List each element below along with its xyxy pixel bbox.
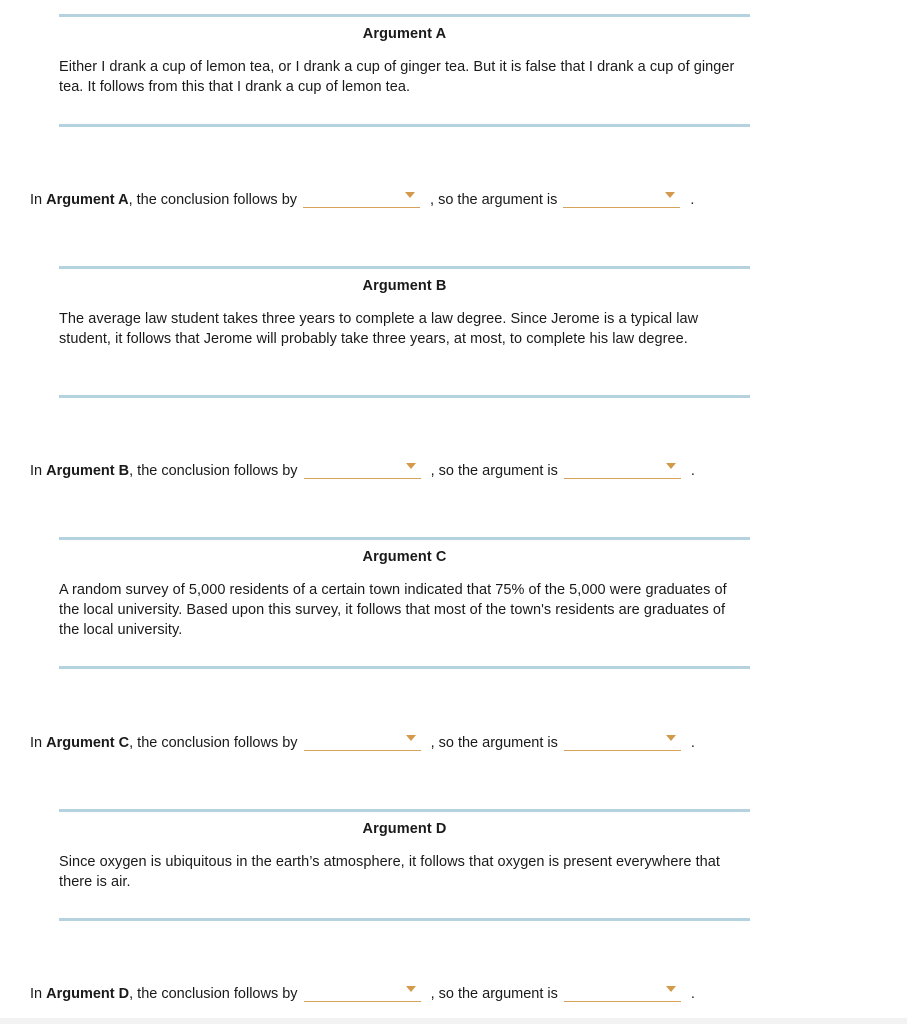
argument-c-text: A random survey of 5,000 residents of a certain town indicated that 75% of the 5,000 were graduates of the local university. Based upon this survey, it follows that most of the town's residents are graduates of the local university. <box>59 582 727 638</box>
argument-b-label: Argument B <box>46 463 130 479</box>
question-middle: , the conclusion follows by <box>129 735 298 751</box>
question-end: . <box>690 986 695 1002</box>
argument-d-box <box>59 809 750 921</box>
argument-c-label: Argument C <box>46 735 130 751</box>
argument-c-title: Argument C <box>362 549 447 565</box>
chevron-down-icon <box>665 192 675 198</box>
chevron-down-icon <box>406 986 416 992</box>
argument-d-label: Argument D <box>46 986 130 1002</box>
question-prefix: In <box>30 192 43 208</box>
chevron-down-icon <box>666 735 676 741</box>
chevron-down-icon <box>406 463 416 469</box>
argument-b-title: Argument B <box>362 278 447 294</box>
question-end: . <box>690 192 695 208</box>
chevron-down-icon <box>666 986 676 992</box>
argument-a-text: Either I drank a cup of lemon tea, or I drank a cup of ginger tea. But it is false that I drank a cup of ginger tea. It follows from this that I drank a cup of lemon tea. <box>59 59 735 95</box>
argument-c-validity-dropdown[interactable] <box>564 730 681 751</box>
argument-b-method-dropdown[interactable] <box>304 458 421 479</box>
question-prefix: In <box>30 735 43 751</box>
argument-b-validity-dropdown[interactable] <box>564 458 681 479</box>
argument-a-title: Argument A <box>362 26 447 42</box>
argument-d-title: Argument D <box>362 821 447 837</box>
argument-d-text: Since oxygen is ubiquitous in the earth’s atmosphere, it follows that oxygen is present everywhere that there is air. <box>59 854 720 890</box>
argument-b-question <box>30 455 695 479</box>
question-middle: , the conclusion follows by <box>129 986 298 1002</box>
argument-a-validity-dropdown[interactable] <box>563 187 680 208</box>
question-prefix: In <box>30 463 43 479</box>
chevron-down-icon <box>666 463 676 469</box>
question-middle: , the conclusion follows by <box>129 463 298 479</box>
argument-c-question <box>30 727 695 751</box>
argument-a-label: Argument A <box>46 192 129 208</box>
argument-d-validity-dropdown[interactable] <box>564 981 681 1002</box>
bottom-edge <box>0 1018 907 1024</box>
chevron-down-icon <box>406 735 416 741</box>
chevron-down-icon <box>405 192 415 198</box>
argument-c-method-dropdown[interactable] <box>304 730 421 751</box>
argument-a-box <box>59 14 750 127</box>
argument-b-box <box>59 266 750 398</box>
question-connector: , so the argument is <box>430 192 558 208</box>
argument-a-question <box>30 184 694 208</box>
question-connector: , so the argument is <box>430 986 558 1002</box>
argument-c-box <box>59 537 750 669</box>
argument-a-method-dropdown[interactable] <box>303 187 420 208</box>
question-end: . <box>690 735 695 751</box>
question-end: . <box>690 463 695 479</box>
question-prefix: In <box>30 986 43 1002</box>
argument-b-text: The average law student takes three years to complete a law degree. Since Jerome is a typical law student, it follows that Jerome will probably take three years, at most, to complete his law degree. <box>59 311 699 347</box>
question-connector: , so the argument is <box>430 463 558 479</box>
question-connector: , so the argument is <box>430 735 558 751</box>
question-middle: , the conclusion follows by <box>128 192 298 208</box>
argument-d-method-dropdown[interactable] <box>304 981 421 1002</box>
argument-d-question <box>30 978 695 1002</box>
